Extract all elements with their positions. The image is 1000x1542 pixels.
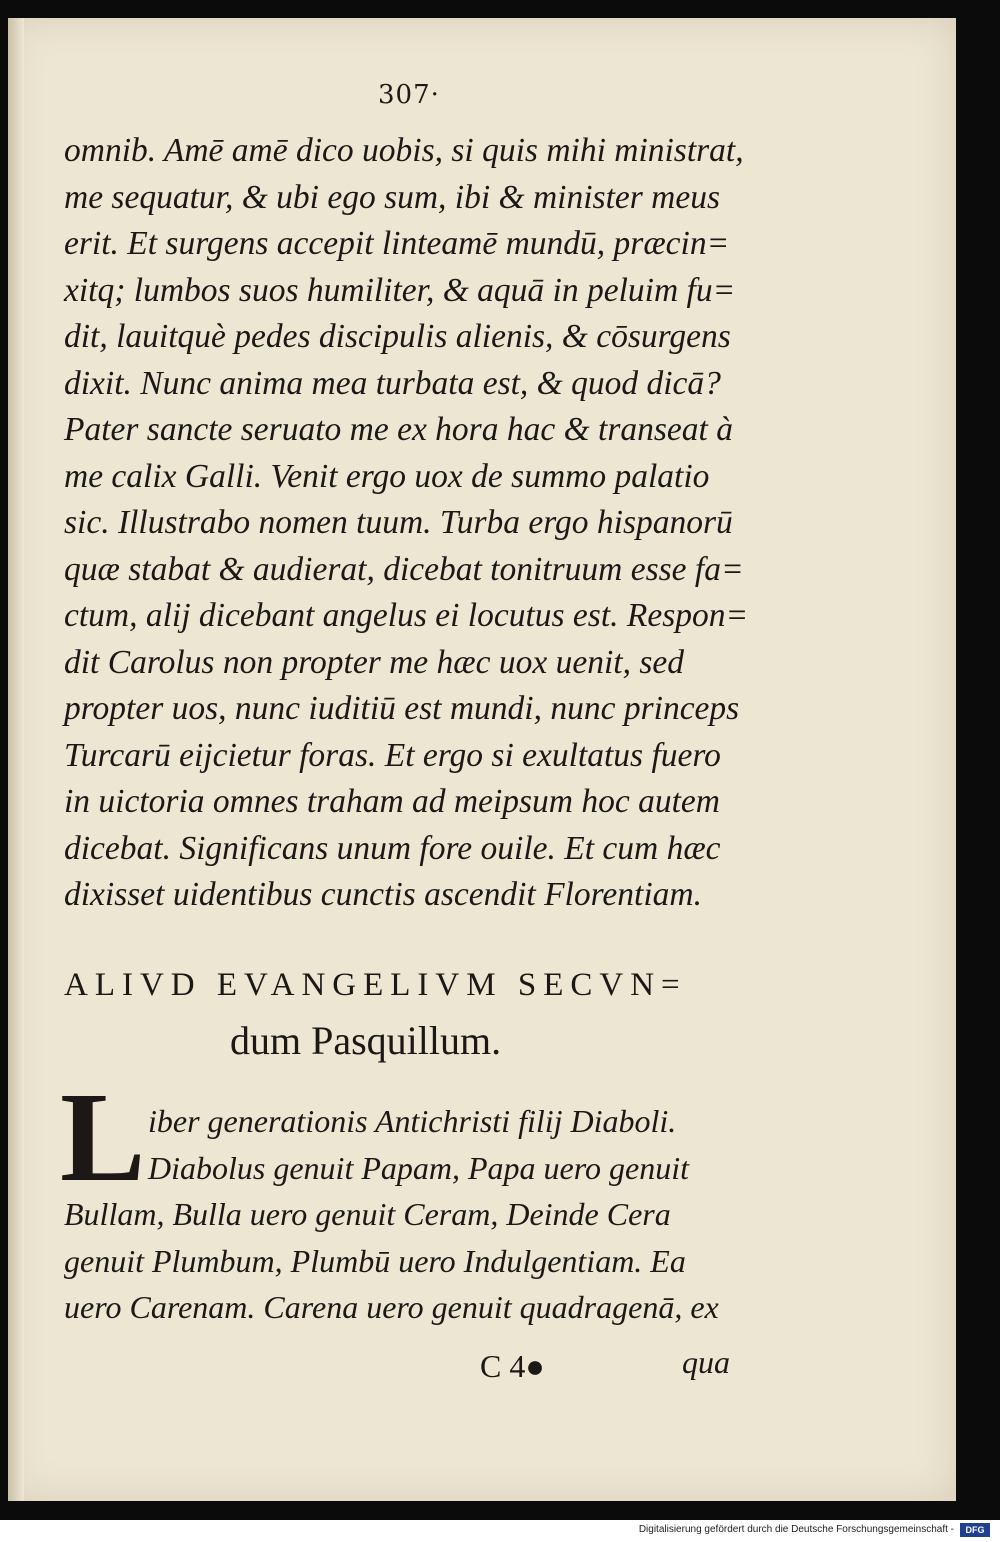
text-line: me calix Galli. Venit ergo uox de summo palatio bbox=[64, 457, 710, 495]
heading-line-1: ALIVD EVANGELIVM SECVN= bbox=[64, 967, 687, 1003]
section-text bbox=[64, 1098, 744, 1331]
text-line: me sequatur, & ubi ego sum, ibi & minister meus bbox=[64, 178, 721, 216]
signature-mark: C 4● bbox=[480, 1348, 545, 1384]
text-line: genuit Plumbum, Plumbū uero Indulgentiam. Ea bbox=[64, 1242, 686, 1279]
dfg-logo-icon: DFG bbox=[960, 1523, 990, 1537]
funding-credit: Digitalisierung gefördert durch die Deutsche Forschungsgemeinschaft - bbox=[638, 1524, 954, 1535]
page-number: 307· bbox=[378, 80, 440, 110]
text-line: Bullam, Bulla uero genuit Ceram, Deinde Cera bbox=[64, 1196, 671, 1232]
book-page bbox=[8, 18, 956, 1501]
text-line: dixisset uidentibus cunctis ascendit Florentiam. bbox=[64, 876, 702, 913]
section-heading bbox=[64, 958, 764, 1070]
text-line: iber generationis Antichristi filij Diaboli. bbox=[148, 1103, 677, 1139]
text-line: omnib. Amē amē dico uobis, si quis mihi ministrat, bbox=[64, 132, 744, 169]
text-line: Turcarū eijcietur foras. Et ergo si exultatus fuero bbox=[64, 736, 721, 774]
text-line: ctum, alij dicebant angelus ei locutus est. Respon= bbox=[64, 597, 749, 634]
text-line: dixit. Nunc anima mea turbata est, & quod dicā? bbox=[64, 364, 721, 402]
text-line: uero Carenam. Carena uero genuit quadragenā, ex bbox=[64, 1289, 719, 1325]
text-line: xitq; lumbos suos humiliter, & aquā in peluim fu= bbox=[64, 271, 736, 309]
text-line: propter uos, nunc iuditiū est mundi, nunc princeps bbox=[64, 690, 740, 727]
catchword: qua bbox=[682, 1344, 730, 1380]
text-line: Diabolus genuit Papam, Papa uero genuit bbox=[148, 1149, 689, 1186]
text-line: quæ stabat & audierat, dicebat tonitruum esse fa= bbox=[64, 550, 744, 588]
page-gutter-shadow bbox=[8, 18, 24, 1501]
text-line: dit, lauitquè pedes discipulis alienis, & cōsurgens bbox=[64, 318, 731, 355]
text-line: in uictoria omnes traham ad meipsum hoc autem bbox=[64, 783, 720, 820]
heading-line-2: dum Pasquillum. bbox=[230, 1018, 502, 1063]
text-line: sic. Illustrabo nomen tuum. Turba ergo hispanorū bbox=[64, 504, 733, 541]
text-line: Pater sancte seruato me ex hora hac & transeat à bbox=[64, 411, 733, 448]
drop-cap-initial: L bbox=[60, 1066, 146, 1208]
text-line: dicebat. Significans unum fore ouile. Et cum hæc bbox=[64, 829, 721, 867]
text-line: dit Carolus non propter me hæc uox uenit, sed bbox=[64, 643, 685, 681]
text-line: erit. Et surgens accepit linteamē mundū, præcin= bbox=[64, 225, 730, 262]
body-text bbox=[64, 128, 749, 919]
